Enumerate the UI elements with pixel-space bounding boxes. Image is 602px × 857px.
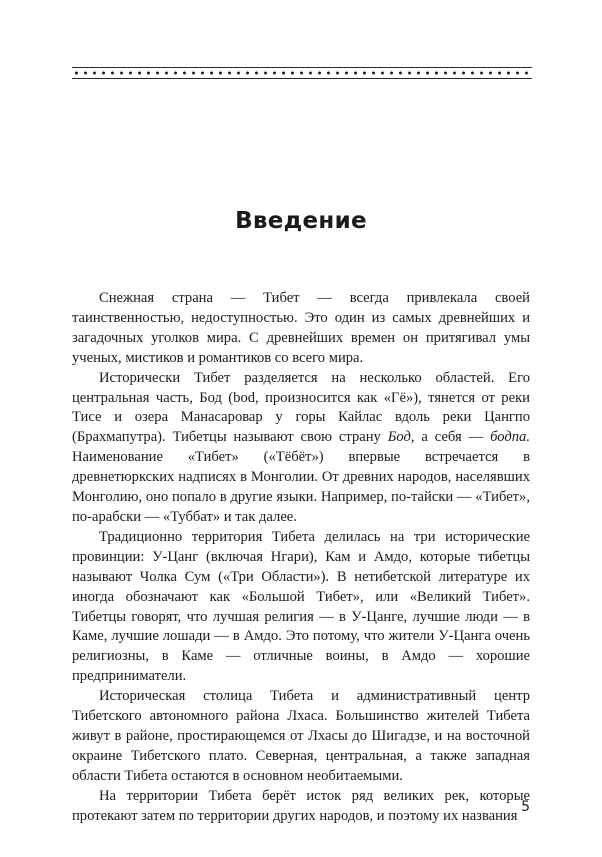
- text-run: Снежная страна — Тибет — всегда привлекала своей таинственностью, недоступностью. Это один из самых древнейших и загадочных уголков мира. С древнейших времен он притягивал умы ученых, мистиков и романтиков со всего мира.: [72, 290, 530, 366]
- paragraph-1: [72, 289, 530, 369]
- paragraph-3: [72, 528, 530, 687]
- text-run: Традиционно территория Тибета делилась на три исторические провинции: У-Цанг (включая Нгари), Кам и Амдо, которые тибетцы называют Чолка Сум («Три Области»). В нетибетской литературе их иногда обозначают как «Большой Тибет», или «Великий Тибет». Тибетцы говорят, что лучшая религия — в У-Цанге, лучшие люди — в Каме, лучшие лошади — в Амдо. Это потому, что жители У-Цанга очень религиозны, в Каме — отличные воины, в Амдо — хорошие предприниматели.: [72, 528, 530, 685]
- chapter-title: Введение: [235, 208, 367, 234]
- text-run: , а себя —: [410, 429, 491, 446]
- header-dotted-ornament: [72, 70, 532, 76]
- text-run: Историческая столица Тибета и административный центр Тибетского автономного района Лхаса. Большинство жителей Тибета живут в районе, простирающемся от Лхасы до Шигадзе, и на восточной окраине Тибетского плато. Северная, центральная, а также западная области Тибета остаются в основном необитаемыми.: [72, 688, 530, 784]
- paragraph-2: [72, 369, 530, 528]
- header-rule-top: [72, 67, 532, 68]
- text-run: Наименование «Тибет» («Тёбёт») впервые встречается в древнетюркских надписях в Монголии. От древних народов, населявших Монголию, оно попало в другие языки. Например, по-тайски — «Тибет», по-арабски — «Туббат» и так далее.: [72, 449, 530, 525]
- page-number: 5: [521, 799, 530, 815]
- text-run: На территории Тибета берёт исток ряд великих рек, которые протекают затем по территории других народов, и поэтому их названия: [72, 787, 530, 824]
- italic-term: бодпа.: [490, 429, 530, 446]
- paragraph-4: [72, 687, 530, 787]
- header-rule-bottom: [72, 78, 532, 79]
- text-run: Исторически Тибет разделяется на несколько областей. Его центральная часть, Бод (bod, произносится как «Гё»), тянется от реки Тисе и озера Манасаровар у горы Кайлас вдоль реки Цангпо (Брахмапутра). Тибетцы называют свою страну: [72, 369, 530, 446]
- italic-term: Бод: [387, 429, 411, 446]
- chapter-body: [72, 289, 530, 826]
- paragraph-5: [72, 787, 530, 827]
